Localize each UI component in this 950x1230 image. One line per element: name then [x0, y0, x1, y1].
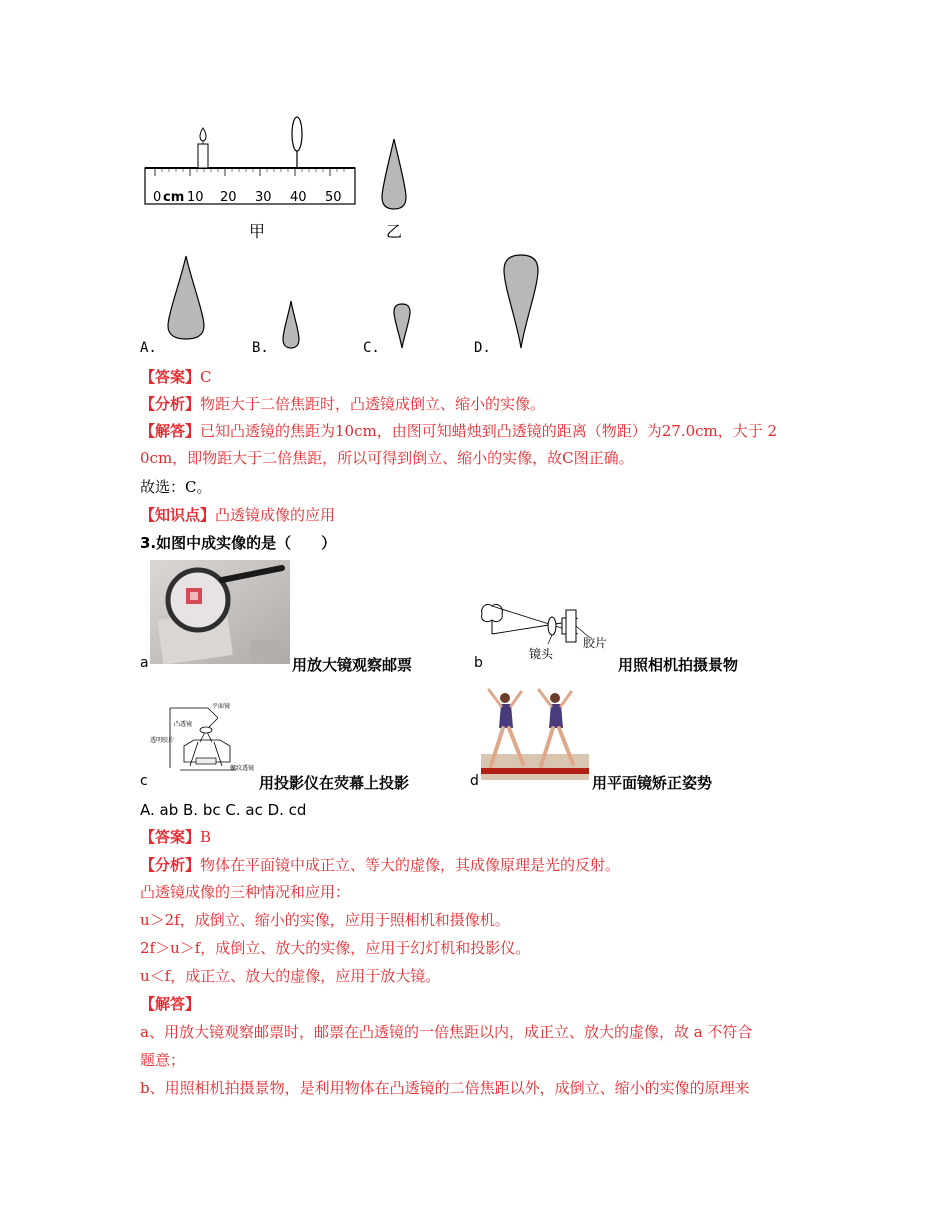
object-yi-icon [378, 137, 410, 213]
q2-answer-line [140, 367, 212, 387]
camera-film-label: 胶片 [583, 636, 608, 650]
projector-light-label: 螺纹透镜 [230, 765, 255, 772]
candle-icon [198, 128, 208, 168]
q3-solution-tag: 【解答】 [140, 995, 201, 1013]
q3-analysis-line-5: u＜f，成正立、放大的虚像，应用于放大镜。 [140, 967, 441, 985]
ruler-label-10: 10 [187, 190, 204, 205]
option-b-image [280, 299, 302, 351]
option-c-image [391, 302, 413, 350]
analysis-tag: 【分析】 [140, 395, 201, 413]
gymnast-photo [481, 684, 589, 780]
option-a-label: A. [140, 340, 157, 356]
q3-item-b-caption: 用照相机拍摄景物 [618, 656, 739, 674]
analysis-text: 物距大于二倍焦距时，凸透镜成倒立、缩小的实像。 [200, 395, 546, 413]
ruler-label-40: 40 [290, 190, 307, 205]
projector-film-label: 透明胶片 [150, 737, 175, 744]
knowledge-tag: 【知识点】 [140, 506, 216, 524]
camera-lens-label: 镜头 [529, 647, 554, 661]
q2-solution-line-1 [140, 421, 777, 441]
optical-bench-figure [140, 110, 370, 210]
q2-analysis-line [140, 394, 545, 414]
q3-item-b-letter: b [474, 655, 483, 671]
q3-analysis-line-4: 2f＞u＞f，成倒立、放大的实像，应用于幻灯机和投影仪。 [140, 939, 531, 957]
q3-stem: 3.如图中成实像的是（ ） [140, 534, 337, 552]
q3-item-a-letter: a [140, 655, 149, 671]
ruler-label-0: 0 [153, 190, 162, 205]
ruler-unit: cm [163, 190, 185, 205]
q2-knowledge-line [140, 505, 335, 525]
ruler-label-50: 50 [325, 190, 342, 205]
lens-icon [292, 117, 302, 168]
projector-lamp-icon [196, 758, 216, 764]
q3-solution-line-2: 题意； [140, 1051, 186, 1069]
option-c-label: C. [363, 340, 380, 356]
solution-tag: 【解答】 [140, 422, 201, 440]
q3-item-d-letter: d [470, 773, 479, 789]
film-icon [566, 610, 576, 642]
q2-solution-line-2: 0cm，即物距大于二倍焦距，所以可得到倒立、缩小的实像，故C图正确。 [140, 449, 634, 467]
q2-choose-line: 故选：C。 [140, 478, 212, 496]
answer-value: C [200, 368, 212, 386]
analysis-text: 物体在平面镜中成正立、等大的虚像，其成像原理是光的反射。 [200, 856, 621, 874]
camera-lens-icon [548, 617, 556, 635]
option-a-image [164, 254, 208, 342]
q3-analysis-line-2: 凸透镜成像的三种情况和应用： [140, 883, 351, 901]
answer-value: B [200, 828, 212, 846]
option-d-image [501, 252, 541, 350]
q3-choices: A. ab B. bc C. ac D. cd [140, 801, 307, 819]
q3-item-a-caption: 用放大镜观察邮票 [292, 656, 413, 674]
projector-lens-icon [200, 727, 212, 733]
option-b-label: B. [252, 340, 269, 356]
answer-tag: 【答案】 [140, 368, 201, 386]
knowledge-text: 凸透镜成像的应用 [215, 506, 336, 524]
ruler-label-30: 30 [255, 190, 272, 205]
magnifier-photo [150, 560, 290, 664]
answer-tag: 【答案】 [140, 828, 201, 846]
caption-jia: 甲 [249, 222, 266, 241]
q3-solution-line-1: a、用放大镜观察邮票时，邮票在凸透镜的一倍焦距以内，成正立、放大的虚像，故 a 不符合 [140, 1023, 753, 1041]
q3-analysis-line-3: u＞2f，成倒立、缩小的实像，应用于照相机和摄像机。 [140, 911, 510, 929]
analysis-tag: 【分析】 [140, 856, 201, 874]
solution-text-1: 已知凸透镜的焦距为10cm，由图可知蜡烛到凸透镜的距离（物距）为27.0cm，大于 2 [200, 422, 778, 440]
caption-yi: 乙 [386, 222, 403, 241]
q3-item-c-letter: c [140, 773, 148, 789]
option-d-label: D. [474, 340, 491, 356]
q3-item-c-caption: 用投影仪在荧幕上投影 [259, 774, 410, 792]
q3-item-d-caption: 用平面镜矫正姿势 [592, 774, 713, 792]
projector-diagram [150, 700, 260, 780]
q3-analysis-line [140, 855, 620, 875]
ruler-label-20: 20 [220, 190, 237, 205]
q3-solution-line-3: b、用照相机拍摄景物，是利用物体在凸透镜的二倍焦距以外，成倒立、缩小的实像的原理来 [140, 1079, 750, 1097]
projector-mirror-label: 平面镜 [212, 703, 231, 710]
tree-icon [482, 604, 503, 634]
projector-lens-label: 凸透镜 [174, 721, 193, 728]
q3-answer-line [140, 827, 211, 847]
